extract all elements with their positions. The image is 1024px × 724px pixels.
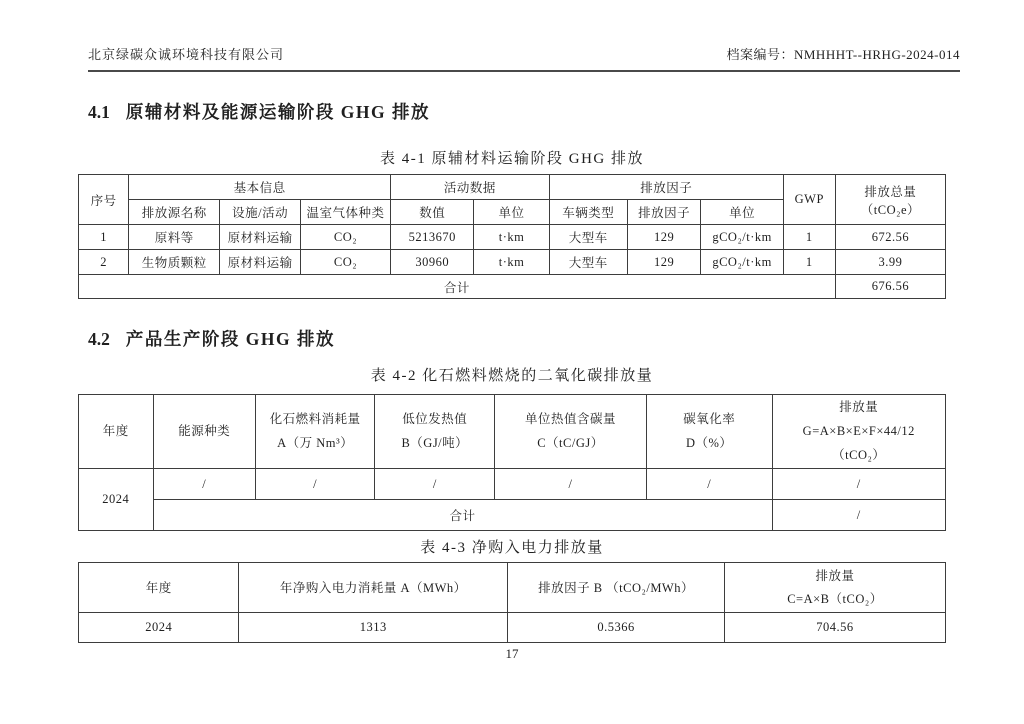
col-header-seq: 序号 (79, 175, 129, 225)
header-line: 单位热值含碳量 (524, 411, 616, 426)
header-line: B（GJ/吨） (401, 435, 469, 450)
page-header (88, 44, 960, 72)
cell-factor-unit: gCO₂/t·km (701, 225, 783, 250)
cell-electricity-consumption: 1313 (239, 613, 508, 643)
col-header-emission-factor: 排放因子 B （tCO₂/MWh） (508, 563, 725, 613)
cell-total: 3.99 (835, 250, 945, 275)
col-header-emission (772, 395, 945, 469)
table-4-2-total-row (79, 500, 946, 531)
table-4-3-caption: 表 4-3 净购入电力排放量 (420, 540, 604, 557)
table-4-1-total-row (79, 275, 946, 299)
cell-gas: CO₂ (300, 250, 390, 275)
header-line: 排放量 (839, 400, 879, 414)
section-4-2-title: 产品生产阶段 GHG 排放 (125, 329, 335, 349)
col-header-facility: 设施/活动 (220, 200, 301, 225)
header-line: 低位发热值 (402, 411, 468, 426)
total-label: 合计 (79, 275, 836, 299)
total-label: 合计 (153, 500, 772, 531)
header-line: 排放量 (815, 569, 855, 584)
cell-source-name: 生物质颗粒 (129, 250, 220, 275)
cell-gas: CO₂ (300, 225, 390, 250)
col-header-energy-type: 能源种类 (153, 395, 255, 469)
col-header-basic-info: 基本信息 (129, 175, 391, 200)
section-4-2-heading (88, 326, 960, 351)
section-4-1-title: 原辅材料及能源运输阶段 GHG 排放 (125, 102, 430, 122)
cell-unit: t·km (474, 250, 549, 275)
table-row (79, 469, 946, 500)
cell-emission: / (772, 469, 945, 500)
table-4-3-header-row (79, 563, 946, 613)
cell-oxidation-rate: / (646, 469, 772, 500)
header-line: A（万 Nm³） (277, 435, 354, 450)
col-header-year: 年度 (79, 395, 154, 469)
col-header-vehicle-type: 车辆类型 (549, 200, 627, 225)
cell-gwp: 1 (783, 250, 835, 275)
header-line: C=A×B（tCO₂） (787, 591, 883, 606)
col-header-gas-type: 温室气体种类 (300, 200, 390, 225)
section-4-2-number: 4.2 (88, 329, 110, 349)
col-header-oxidation-rate (646, 395, 772, 469)
col-header-total-line1: 排放总量 (864, 184, 917, 199)
header-company-name: 北京绿碳众诚环境科技有限公司 (88, 47, 285, 62)
cell-factor: 129 (627, 225, 701, 250)
cell-energy-type: / (153, 469, 255, 500)
total-value: 676.56 (835, 275, 945, 299)
cell-total: 672.56 (835, 225, 945, 250)
table-4-2-header-row (79, 395, 946, 469)
header-line: G=A×B×E×F×44/12 (802, 423, 915, 438)
col-header-year: 年度 (79, 563, 239, 613)
table-4-1-group-header-row (79, 175, 946, 200)
col-header-source-name: 排放源名称 (129, 200, 220, 225)
cell-unit: t·km (474, 225, 549, 250)
cell-vehicle: 大型车 (549, 225, 627, 250)
cell-gwp: 1 (783, 225, 835, 250)
cell-factor: 129 (627, 250, 701, 275)
table-4-3 (78, 562, 946, 643)
header-line: C（tC/GJ） (537, 435, 604, 450)
table-row (79, 225, 946, 250)
cell-value: 30960 (391, 250, 474, 275)
col-header-gwp: GWP (783, 175, 835, 225)
cell-carbon-content: / (495, 469, 647, 500)
section-4-1-number: 4.1 (88, 102, 110, 122)
cell-factor-unit: gCO₂/t·km (701, 250, 783, 275)
table-row (79, 250, 946, 275)
col-header-factor-unit: 单位 (701, 200, 783, 225)
table-row (79, 613, 946, 643)
table-4-1-caption: 表 4-1 原辅材料运输阶段 GHG 排放 (380, 151, 644, 167)
cell-emission-factor: 0.5366 (508, 613, 725, 643)
cell-seq: 2 (79, 250, 129, 275)
col-header-unit: 单位 (474, 200, 549, 225)
table-4-1 (78, 174, 946, 299)
cell-value: 5213670 (391, 225, 474, 250)
header-line: （tCO₂） (832, 447, 886, 462)
col-header-emission-factor: 排放因子 (549, 175, 783, 200)
cell-fuel-consumption: / (255, 469, 375, 500)
cell-heating-value: / (375, 469, 495, 500)
cell-year: 2024 (79, 469, 154, 531)
col-header-heating-value (375, 395, 495, 469)
cell-facility: 原材料运输 (220, 225, 301, 250)
col-header-fuel-consumption (255, 395, 375, 469)
col-header-total-emission (835, 175, 945, 225)
cell-seq: 1 (79, 225, 129, 250)
col-header-electricity-consumption: 年净购入电力消耗量 A（MWh） (239, 563, 508, 613)
cell-vehicle: 大型车 (549, 250, 627, 275)
cell-source-name: 原料等 (129, 225, 220, 250)
header-line: D（%） (685, 435, 733, 450)
col-header-emission (724, 563, 945, 613)
col-header-factor: 排放因子 (627, 200, 701, 225)
header-doc-number: 档案编号：NMHHHT--HRHG-2024-014 (726, 47, 960, 62)
cell-year: 2024 (79, 613, 239, 643)
col-header-carbon-content (495, 395, 647, 469)
section-4-1-heading (88, 99, 960, 124)
table-4-2-caption: 表 4-2 化石燃料燃烧的二氧化碳排放量 (370, 368, 654, 384)
col-header-activity-data: 活动数据 (391, 175, 550, 200)
header-line: 碳氧化率 (683, 411, 736, 426)
table-4-2 (78, 394, 946, 531)
page-number: 17 (505, 646, 519, 661)
cell-emission: 704.56 (724, 613, 945, 643)
header-line: 化石燃料消耗量 (269, 411, 361, 426)
col-header-value: 数值 (391, 200, 474, 225)
col-header-total-line2: （tCO₂e） (860, 202, 921, 217)
total-value: / (772, 500, 945, 531)
cell-facility: 原材料运输 (220, 250, 301, 275)
